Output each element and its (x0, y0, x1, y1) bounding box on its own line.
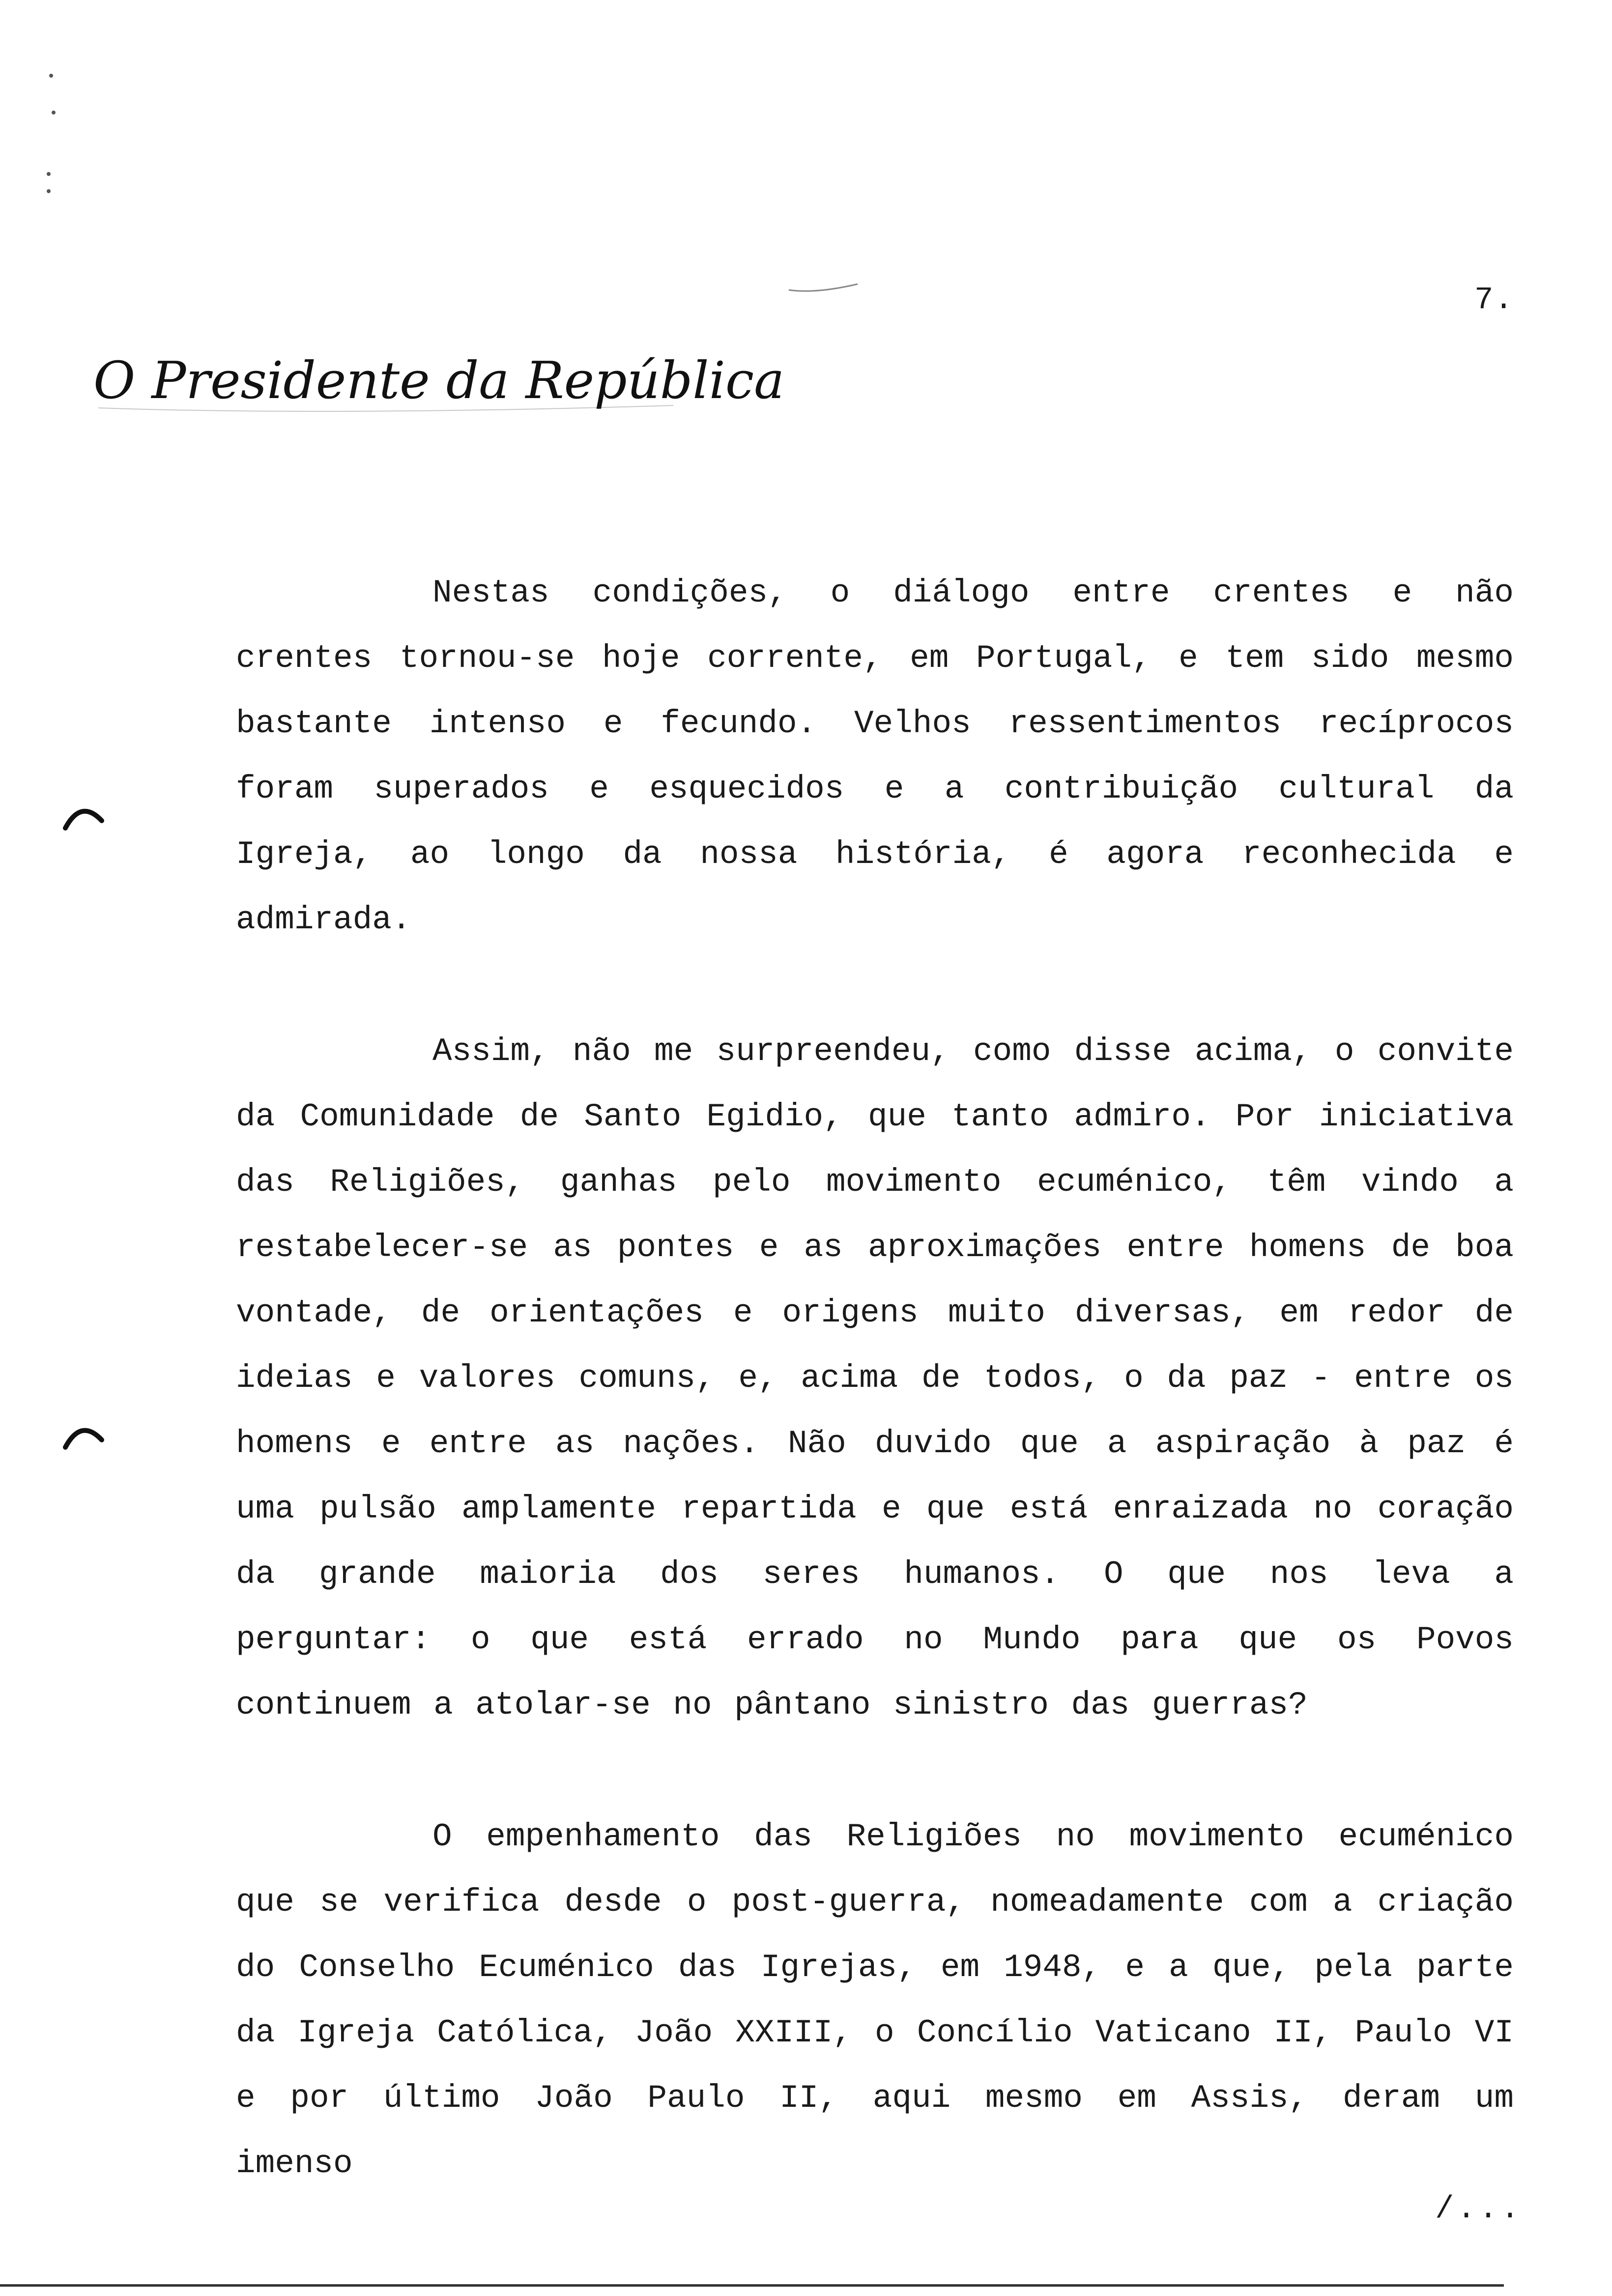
continuation-marker: /... (1435, 2192, 1523, 2227)
document-body (236, 560, 1514, 2263)
binder-hole-mark (61, 801, 106, 831)
scan-speck (52, 111, 56, 115)
letterhead (93, 339, 785, 428)
binder-hole-mark (61, 1420, 106, 1450)
scan-speck (47, 189, 51, 193)
scan-smudge (786, 275, 860, 295)
footer-rule (0, 2284, 1504, 2287)
paragraph: Nestas condições, o diálogo entre crentes e não crentes tornou-se hoje corrente, em Portugal, e tem sido mesmo bastante intenso e fecundo. Velhos ressentimentos recíprocos foram superados e esquecidos e a contribuição cultural da Igreja, ao longo da nossa história, é agora reconhecida e admirada. (236, 574, 1514, 938)
scan-speck (47, 172, 51, 176)
scan-speck (49, 74, 53, 78)
paragraph: O empenhamento das Religiões no movimento ecuménico que se verifica desde o post-guerra, nomeadamente com a criação do Conselho Ecuménico das Igrejas, em 1948, e a que, pela parte da Igreja Católica, João XXIII, o Concílio Vaticano II, Paulo VI e por último João Paulo II, aqui mesmo em Assis, deram um imenso (236, 1818, 1514, 2182)
letterhead-script (93, 339, 785, 428)
paragraph: Assim, não me surpreendeu, como disse acima, o convite da Comunidade de Santo Egidio, que tanto admiro. Por iniciativa das Religiões, ganhas pelo movimento ecuménico, têm vindo a restabelecer-se as pontes e as aproximações entre homens de boa vontade, de orientações e origens muito diversas, em redor de ideias e valores comuns, e, acima de todos, o da paz - entre os homens e entre as nações. Não duvido que a aspiração à paz é uma pulsão amplamente repartida e que está enraizada no coração da grande maioria dos seres humanos. O que nos leva a perguntar: o que está errado no Mundo para que os Povos continuem a atolar-se no pântano sinistro das guerras? (236, 1033, 1514, 1723)
letterhead-text: O Presidente da República (93, 350, 785, 410)
page-number: 7. (1474, 283, 1514, 318)
